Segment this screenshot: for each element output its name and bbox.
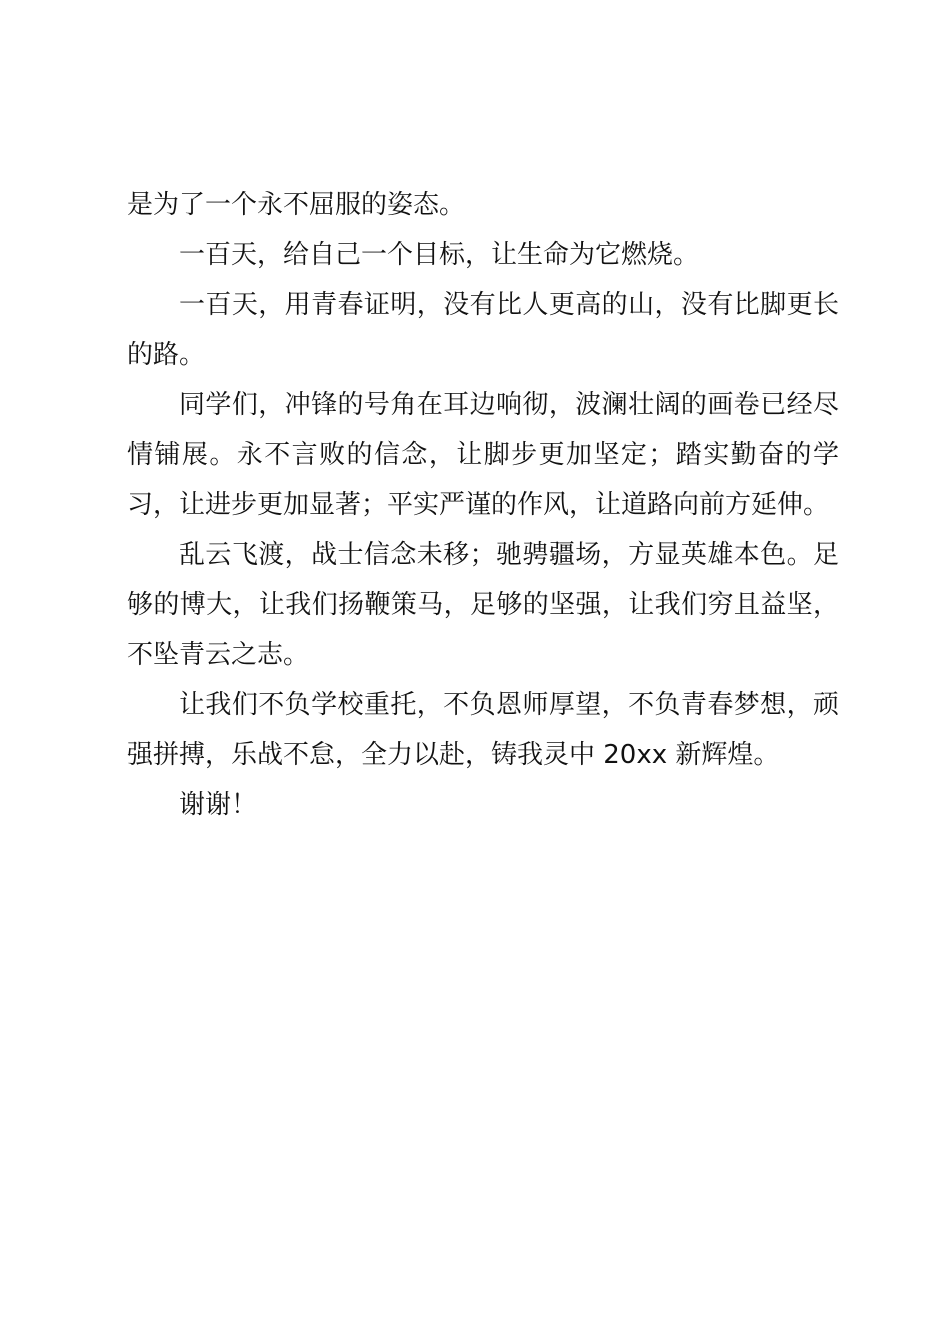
paragraph-continuation: 是为了一个永不屈服的姿态。: [127, 190, 466, 220]
paragraph: 同学们，冲锋的号角在耳边响彻，波澜壮阔的画卷已经尽情铺展。永不言败的信念，让脚步更加坚定；踏实勤奋的学习，让进步更加显著；平实严谨的作风，让道路向前方延伸。: [127, 390, 839, 520]
document-body: [127, 180, 839, 830]
paragraph: 一百天，给自己一个目标，让生命为它燃烧。: [179, 240, 700, 270]
paragraph: 一百天，用青春证明，没有比人更高的山，没有比脚更长的路。: [127, 290, 839, 370]
paragraph: 乱云飞渡，战士信念未移；驰骋疆场，方显英雄本色。足够的博大，让我们扬鞭策马，足够的坚强，让我们穷且益坚，不坠青云之志。: [127, 540, 839, 670]
paragraph: 让我们不负学校重托，不负恩师厚望，不负青春梦想，顽强拼搏，乐战不怠，全力以赴，铸我灵中 20xx 新辉煌。: [127, 690, 839, 770]
closing-thanks: 谢谢！: [179, 790, 258, 820]
